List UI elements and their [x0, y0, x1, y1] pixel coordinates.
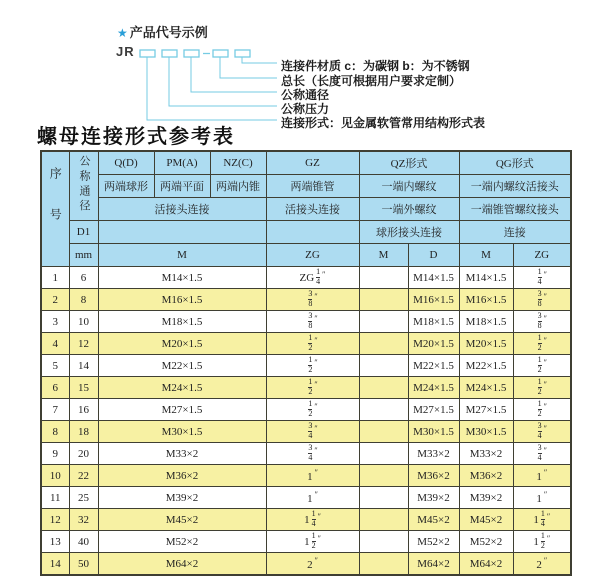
- qz-m-cell: [359, 399, 408, 421]
- qz-d-cell: M22×1.5: [408, 355, 459, 377]
- seq-cell-val: 11: [41, 487, 69, 509]
- qg-zg-cell: 1 ″: [513, 465, 571, 487]
- table-row: [41, 487, 571, 509]
- m-cell: M16×1.5: [98, 289, 266, 311]
- fraction: $\frac{1}{4}$: [316, 267, 321, 286]
- inch-mark: ″: [546, 533, 551, 543]
- qz-d-cell: M36×2: [408, 465, 459, 487]
- table-row: [41, 267, 571, 289]
- qz-m-cell: [359, 333, 408, 355]
- qz-m-cell: [359, 355, 408, 377]
- qz-m-cell: [359, 377, 408, 399]
- seq-cell-val: 12: [41, 509, 69, 531]
- qg-m-cell: M14×1.5: [459, 267, 513, 289]
- header-empty-m: [98, 221, 266, 244]
- qg-zg-cell: [513, 333, 571, 355]
- qg-zg-cell: [513, 311, 571, 333]
- inch-mark: ″: [314, 401, 318, 411]
- mm-cell: 16: [69, 399, 98, 421]
- example-title-text: 产品代号示例: [129, 25, 208, 40]
- code-box-3: [184, 50, 199, 57]
- qz-m-cell: [359, 553, 408, 576]
- qz-m-cell: [359, 311, 408, 333]
- fraction: $\frac{1}{2}$: [537, 399, 542, 418]
- fraction: $\frac{1}{2}$: [540, 531, 545, 550]
- mm-cell: 22: [69, 465, 98, 487]
- inch-mark: ″: [543, 445, 547, 455]
- leader-line-pressure: [169, 57, 277, 106]
- fraction: $\frac{1}{2}$: [537, 377, 542, 396]
- mm-cell: 50: [69, 553, 98, 576]
- fraction: $\frac{1}{2}$: [308, 333, 313, 352]
- gz-cell: 1 $\frac{1}{4}$ ″: [266, 509, 359, 531]
- qg-m-cell: M24×1.5: [459, 377, 513, 399]
- mm-cell: 32: [69, 509, 98, 531]
- header-empty-gz: [266, 221, 359, 244]
- m-cell: M33×2: [98, 443, 266, 465]
- m-cell: M14×1.5: [98, 267, 266, 289]
- star-icon: ★: [117, 26, 128, 40]
- header-pm-a: PM(A): [154, 151, 210, 175]
- qg-zg-cell: [513, 267, 571, 289]
- inch-mark: ″: [543, 291, 547, 301]
- header-qg-sub2: 一端锥管螺纹接头: [459, 198, 571, 221]
- label-length: 总长（长度可根据用户要求定制）: [281, 74, 462, 88]
- inch-mark: ″: [314, 490, 318, 500]
- inch-mark: ″: [314, 291, 318, 301]
- inch-mark: ″: [543, 335, 547, 345]
- qz-m-cell: [359, 289, 408, 311]
- header-nominal-diameter: 公称通径: [69, 151, 98, 221]
- gz-cell: [266, 355, 359, 377]
- code-box-1: [140, 50, 155, 57]
- m-cell: M30×1.5: [98, 421, 266, 443]
- gz-cell: [266, 311, 359, 333]
- seq-cell-val: 9: [41, 443, 69, 465]
- m-cell: M24×1.5: [98, 377, 266, 399]
- qg-m-cell: M20×1.5: [459, 333, 513, 355]
- fraction: $\frac{3}{4}$: [537, 443, 542, 462]
- m-cell: M52×2: [98, 531, 266, 553]
- inch-mark: ″: [314, 379, 318, 389]
- gz-cell: [266, 289, 359, 311]
- inch-mark: ″: [546, 511, 551, 521]
- qz-d-cell: M39×2: [408, 487, 459, 509]
- fraction: $\frac{1}{4}$: [311, 509, 316, 528]
- qg-m-cell: M30×1.5: [459, 421, 513, 443]
- gz-cell: 2 ″: [266, 553, 359, 576]
- mm-cell: 15: [69, 377, 98, 399]
- header-union-conn: 活接头连接: [98, 198, 266, 221]
- header-gz: GZ: [266, 151, 359, 175]
- inch-mark: ″: [314, 423, 318, 433]
- table-row: [41, 399, 571, 421]
- qg-m-cell: M33×2: [459, 443, 513, 465]
- seq-cell-val: 1: [41, 267, 69, 289]
- seq-cell-val: 8: [41, 421, 69, 443]
- qz-m-cell: [359, 465, 408, 487]
- qg-m-cell: M39×2: [459, 487, 513, 509]
- seq-cell-val: 7: [41, 399, 69, 421]
- qz-d-cell: M24×1.5: [408, 377, 459, 399]
- fraction: $\frac{1}{2}$: [537, 355, 542, 374]
- gz-cell: ZG $\frac{1}{4}$ ″: [266, 267, 359, 289]
- qg-m-cell: M27×1.5: [459, 399, 513, 421]
- label-connection: 连接形式：见金属软管常用结构形式表: [281, 116, 486, 130]
- gz-cell: [266, 399, 359, 421]
- qg-m-cell: M16×1.5: [459, 289, 513, 311]
- header-seq: 序号: [41, 151, 69, 267]
- header-qz-d: D: [408, 244, 459, 267]
- leader-line-connection: [147, 57, 277, 120]
- table-row: [41, 509, 571, 531]
- fraction: $\frac{1}{2}$: [308, 377, 313, 396]
- gz-cell: 1 ″: [266, 487, 359, 509]
- inch-mark: ″: [314, 335, 318, 345]
- inch-mark: ″: [543, 357, 547, 367]
- header-qz-sub2: 一端外螺纹: [359, 198, 459, 221]
- mm-cell: 40: [69, 531, 98, 553]
- qz-m-cell: [359, 509, 408, 531]
- table-row: [41, 553, 571, 576]
- code-prefix: JR: [116, 44, 135, 59]
- fraction: $\frac{1}{2}$: [308, 399, 313, 418]
- header-qg-sub1: 一端内螺纹活接头: [459, 175, 571, 198]
- mm-cell: 10: [69, 311, 98, 333]
- header-gz-sub: 两端锥管: [266, 175, 359, 198]
- inch-mark: ″: [314, 313, 318, 323]
- seq-cell-val: 2: [41, 289, 69, 311]
- mm-cell: 18: [69, 421, 98, 443]
- header-qg-zg: ZG: [513, 244, 571, 267]
- table-row: [41, 421, 571, 443]
- header-d1: D1: [69, 221, 98, 244]
- inch-mark: ″: [543, 313, 547, 323]
- label-material: 连接件材质 c：为碳钢 b：为不锈钢: [281, 59, 470, 73]
- seq-cell-val: 3: [41, 311, 69, 333]
- qg-zg-cell: [513, 377, 571, 399]
- fraction: $\frac{3}{4}$: [537, 421, 542, 440]
- qz-d-cell: M16×1.5: [408, 289, 459, 311]
- inch-mark: ″: [317, 511, 321, 521]
- table-row: [41, 289, 571, 311]
- fraction: $\frac{3}{8}$: [537, 289, 542, 308]
- code-box-5: [235, 50, 250, 57]
- qz-d-cell: M18×1.5: [408, 311, 459, 333]
- mm-cell: 20: [69, 443, 98, 465]
- fraction: $\frac{1}{4}$: [540, 509, 545, 528]
- header-q-sub: 两端球形: [98, 175, 154, 198]
- seq-cell-val: 14: [41, 553, 69, 576]
- header-qg-sub3: 连接: [459, 221, 571, 244]
- inch-mark: ″: [543, 468, 548, 478]
- fraction: $\frac{3}{8}$: [308, 289, 313, 308]
- table-row: [41, 531, 571, 553]
- table-row: [41, 333, 571, 355]
- gz-cell: [266, 421, 359, 443]
- fraction: $\frac{1}{2}$: [537, 333, 542, 352]
- gz-cell: 1 $\frac{1}{2}$ ″: [266, 531, 359, 553]
- qg-m-cell: M45×2: [459, 509, 513, 531]
- mm-cell: 6: [69, 267, 98, 289]
- qg-m-cell: M22×1.5: [459, 355, 513, 377]
- qz-m-cell: [359, 531, 408, 553]
- qz-d-cell: M33×2: [408, 443, 459, 465]
- header-m-unit: M: [98, 244, 266, 267]
- m-cell: M20×1.5: [98, 333, 266, 355]
- header-pm-sub: 两端平面: [154, 175, 210, 198]
- mm-cell: 12: [69, 333, 98, 355]
- m-cell: M27×1.5: [98, 399, 266, 421]
- gz-cell: [266, 377, 359, 399]
- seq-cell-val: 6: [41, 377, 69, 399]
- reference-table: [40, 150, 572, 576]
- code-box-4: [213, 50, 228, 57]
- mm-cell: 8: [69, 289, 98, 311]
- header-gz-conn: 活接头连接: [266, 198, 359, 221]
- qz-m-cell: [359, 443, 408, 465]
- fraction: $\frac{3}{8}$: [308, 311, 313, 330]
- qg-m-cell: M64×2: [459, 553, 513, 576]
- table-row: [41, 377, 571, 399]
- label-pressure: 公称压力: [281, 102, 330, 116]
- inch-mark: ″: [322, 269, 326, 279]
- qg-m-cell: M36×2: [459, 465, 513, 487]
- label-diameter: 公称通径: [281, 88, 330, 102]
- product-code-example-title: [117, 22, 208, 41]
- qz-m-cell: [359, 267, 408, 289]
- qg-zg-cell: [513, 443, 571, 465]
- inch-mark: ″: [314, 556, 318, 566]
- seq-cell-val: 10: [41, 465, 69, 487]
- header-qz-sub3: 球形接头连接: [359, 221, 459, 244]
- header-zg-unit: ZG: [266, 244, 359, 267]
- gz-cell: [266, 333, 359, 355]
- mm-cell: 14: [69, 355, 98, 377]
- inch-mark: ″: [543, 556, 548, 566]
- m-cell: M39×2: [98, 487, 266, 509]
- qz-d-cell: M64×2: [408, 553, 459, 576]
- fraction: $\frac{3}{4}$: [308, 421, 313, 440]
- qg-m-cell: M18×1.5: [459, 311, 513, 333]
- header-qz-m: M: [359, 244, 408, 267]
- qg-zg-cell: [513, 421, 571, 443]
- qg-zg-cell: 1 $\frac{1}{2}$ ″: [513, 531, 571, 553]
- leader-line-material: [242, 57, 277, 63]
- header-qz-form: QZ形式: [359, 151, 459, 175]
- header-nz-c: NZ(C): [210, 151, 266, 175]
- table-row: [41, 355, 571, 377]
- seq-cell-val: 4: [41, 333, 69, 355]
- m-cell: M18×1.5: [98, 311, 266, 333]
- fraction: $\frac{3}{8}$: [537, 311, 542, 330]
- qg-zg-cell: [513, 289, 571, 311]
- m-cell: M36×2: [98, 465, 266, 487]
- qz-d-cell: M20×1.5: [408, 333, 459, 355]
- gz-cell: 1 ″: [266, 465, 359, 487]
- gz-cell: [266, 443, 359, 465]
- fraction: $\frac{1}{2}$: [308, 355, 313, 374]
- header-mm: mm: [69, 244, 98, 267]
- qg-zg-cell: [513, 355, 571, 377]
- fraction: $\frac{3}{4}$: [308, 443, 313, 462]
- seq-cell-val: 13: [41, 531, 69, 553]
- inch-mark: ″: [314, 445, 318, 455]
- code-box-2: [162, 50, 177, 57]
- qz-d-cell: M27×1.5: [408, 399, 459, 421]
- mm-cell: 25: [69, 487, 98, 509]
- qz-d-cell: M14×1.5: [408, 267, 459, 289]
- m-cell: M22×1.5: [98, 355, 266, 377]
- inch-mark: ″: [543, 490, 548, 500]
- seq-cell-val: 5: [41, 355, 69, 377]
- header-qg-m: M: [459, 244, 513, 267]
- m-cell: M45×2: [98, 509, 266, 531]
- inch-mark: ″: [314, 468, 318, 478]
- header-qz-sub1: 一端内螺纹: [359, 175, 459, 198]
- qg-zg-cell: 1 ″: [513, 487, 571, 509]
- qg-zg-cell: [513, 399, 571, 421]
- inch-mark: ″: [543, 269, 547, 279]
- inch-mark: ″: [314, 357, 318, 367]
- inch-mark: ″: [543, 379, 547, 389]
- header-nz-sub: 两端内锥: [210, 175, 266, 198]
- qz-m-cell: [359, 487, 408, 509]
- m-cell: M64×2: [98, 553, 266, 576]
- table-row: [41, 465, 571, 487]
- table-header: [41, 151, 571, 267]
- qz-m-cell: [359, 421, 408, 443]
- fraction: $\frac{1}{4}$: [537, 267, 542, 286]
- header-q-d: Q(D): [98, 151, 154, 175]
- leader-line-length: [220, 57, 277, 78]
- table-row: [41, 311, 571, 333]
- qz-d-cell: M30×1.5: [408, 421, 459, 443]
- table-body: [41, 267, 571, 576]
- header-qg-form: QG形式: [459, 151, 571, 175]
- fraction: $\frac{1}{2}$: [311, 531, 316, 550]
- table-title: 螺母连接形式参考表: [37, 126, 235, 148]
- qg-zg-cell: 1 $\frac{1}{4}$ ″: [513, 509, 571, 531]
- qg-zg-cell: 2 ″: [513, 553, 571, 576]
- qz-d-cell: M45×2: [408, 509, 459, 531]
- inch-mark: ″: [543, 423, 547, 433]
- inch-mark: ″: [317, 533, 321, 543]
- qg-m-cell: M52×2: [459, 531, 513, 553]
- qz-d-cell: M52×2: [408, 531, 459, 553]
- inch-mark: ″: [543, 401, 547, 411]
- nut-connection-table: [40, 150, 572, 576]
- table-row: [41, 443, 571, 465]
- leader-line-diameter: [191, 57, 277, 92]
